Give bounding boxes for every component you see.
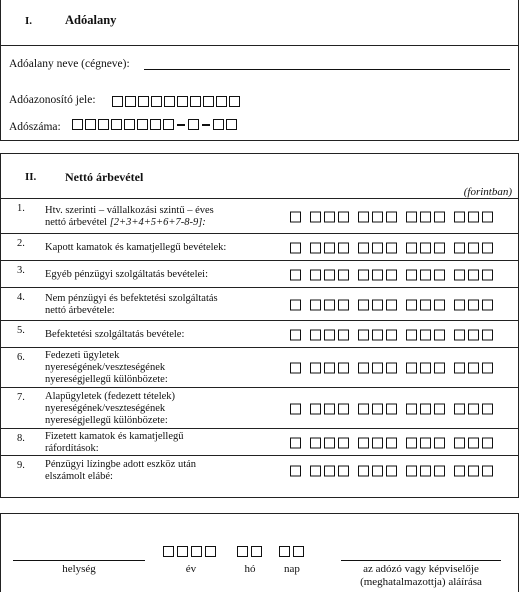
row-number: 4. xyxy=(17,292,25,303)
revenue-row-1 xyxy=(1,198,518,234)
amount-field[interactable] xyxy=(290,242,493,253)
row-label-line2: elszámolt elábé: xyxy=(45,471,113,482)
row-number: 8. xyxy=(17,433,25,444)
row-label-line1: Egyéb pénzügyi szolgáltatás bevételei: xyxy=(45,269,208,280)
taxpayer-name-field[interactable] xyxy=(144,69,510,70)
signature-section xyxy=(0,513,519,592)
row-label-line2: nyereségének/veszteségének xyxy=(45,362,166,373)
row-label-line2: nettó árbevétel xyxy=(45,217,110,228)
row-label xyxy=(45,459,196,483)
row-label-line1: Kapott kamatok és kamatjellegű bevételek: xyxy=(45,242,227,253)
row-label-line1: Pénzügyi lízingbe adott eszköz után xyxy=(45,459,197,470)
amount-field[interactable] xyxy=(290,211,493,222)
row-label-line3: nyereségjellegű különbözete: xyxy=(45,415,168,426)
revenue-row-4 xyxy=(1,287,518,321)
row-number: 6. xyxy=(17,352,25,363)
row-number: 3. xyxy=(17,265,25,276)
revenue-row-9 xyxy=(1,455,518,485)
revenue-row-7 xyxy=(1,387,518,429)
day-label: nap xyxy=(284,563,300,575)
row-label-line2: nyereségének/veszteségének xyxy=(45,403,166,414)
row-formula: [2+3+4+5+6+7-8-9]: xyxy=(109,217,206,228)
year-field[interactable] xyxy=(163,542,216,560)
tax-number-field[interactable] xyxy=(72,119,237,130)
row-number: 2. xyxy=(17,238,25,249)
row-number: 1. xyxy=(17,203,25,214)
section-number: II. xyxy=(25,171,37,183)
section-title: Adóalany xyxy=(65,13,117,27)
revenue-row-5 xyxy=(1,320,518,348)
row-label xyxy=(45,269,208,281)
row-label-line3: nyereségjellegű különbözete: xyxy=(45,374,168,385)
row-label xyxy=(45,242,226,254)
row-label xyxy=(45,391,175,427)
tax-id-label: Adóazonosító jele: xyxy=(9,94,96,106)
row-label-line1: Fedezeti ügyletek xyxy=(45,350,120,361)
year-label: év xyxy=(185,563,197,575)
revenue-row-6 xyxy=(1,347,518,388)
row-label xyxy=(45,205,214,229)
row-label xyxy=(45,293,218,317)
amount-field[interactable] xyxy=(290,437,493,448)
row-number: 5. xyxy=(17,325,25,336)
row-label-line2: nettó árbevétele: xyxy=(45,305,115,316)
unit-label: (forintban) xyxy=(463,186,512,198)
tax-id-field[interactable] xyxy=(112,92,240,110)
signer-label-line1: az adózó vagy képviselője xyxy=(363,563,479,575)
revenue-row-3 xyxy=(1,260,518,288)
month-label: hó xyxy=(244,563,256,575)
section-adoalany xyxy=(0,0,519,141)
day-field[interactable] xyxy=(279,542,304,560)
row-number: 9. xyxy=(17,460,25,471)
row-label xyxy=(45,329,184,341)
section-netto-arbevetel xyxy=(0,153,519,498)
row-label-line1: Htv. szerinti – vállalkozási szintű – éves xyxy=(45,205,214,216)
amount-field[interactable] xyxy=(290,269,493,280)
row-label xyxy=(45,431,184,455)
row-label-line1: Nem pénzügyi és befektetési szolgáltatás xyxy=(45,293,218,304)
row-label-line1: Befektetési szolgáltatás bevétele: xyxy=(45,329,185,340)
section-number: I. xyxy=(25,15,33,27)
row-number: 7. xyxy=(17,392,25,403)
row-label-line1: Alapügyletek (fedezett tételek) xyxy=(45,391,176,402)
revenue-row-2 xyxy=(1,233,518,261)
amount-field[interactable] xyxy=(290,465,493,476)
place-label: helység xyxy=(62,563,96,575)
signer-label xyxy=(331,563,511,589)
section-header xyxy=(1,0,518,46)
signature-line[interactable] xyxy=(341,560,501,561)
row-label xyxy=(45,350,168,386)
revenue-row-8 xyxy=(1,428,518,456)
amount-field[interactable] xyxy=(290,363,493,374)
place-line[interactable] xyxy=(13,560,145,561)
month-field[interactable] xyxy=(237,542,262,560)
row-label-line2: ráfordítások: xyxy=(45,443,99,454)
section-title: Nettó árbevétel xyxy=(65,170,144,184)
amount-field[interactable] xyxy=(290,403,493,414)
taxpayer-name-label: Adóalany neve (cégneve): xyxy=(9,58,130,70)
amount-field[interactable] xyxy=(290,329,493,340)
amount-field[interactable] xyxy=(290,299,493,310)
tax-number-label: Adószáma: xyxy=(9,121,61,133)
signer-label-line2: (meghatalmazottja) aláírása xyxy=(360,576,482,588)
row-label-line1: Fizetett kamatok és kamatjellegű xyxy=(45,431,184,442)
